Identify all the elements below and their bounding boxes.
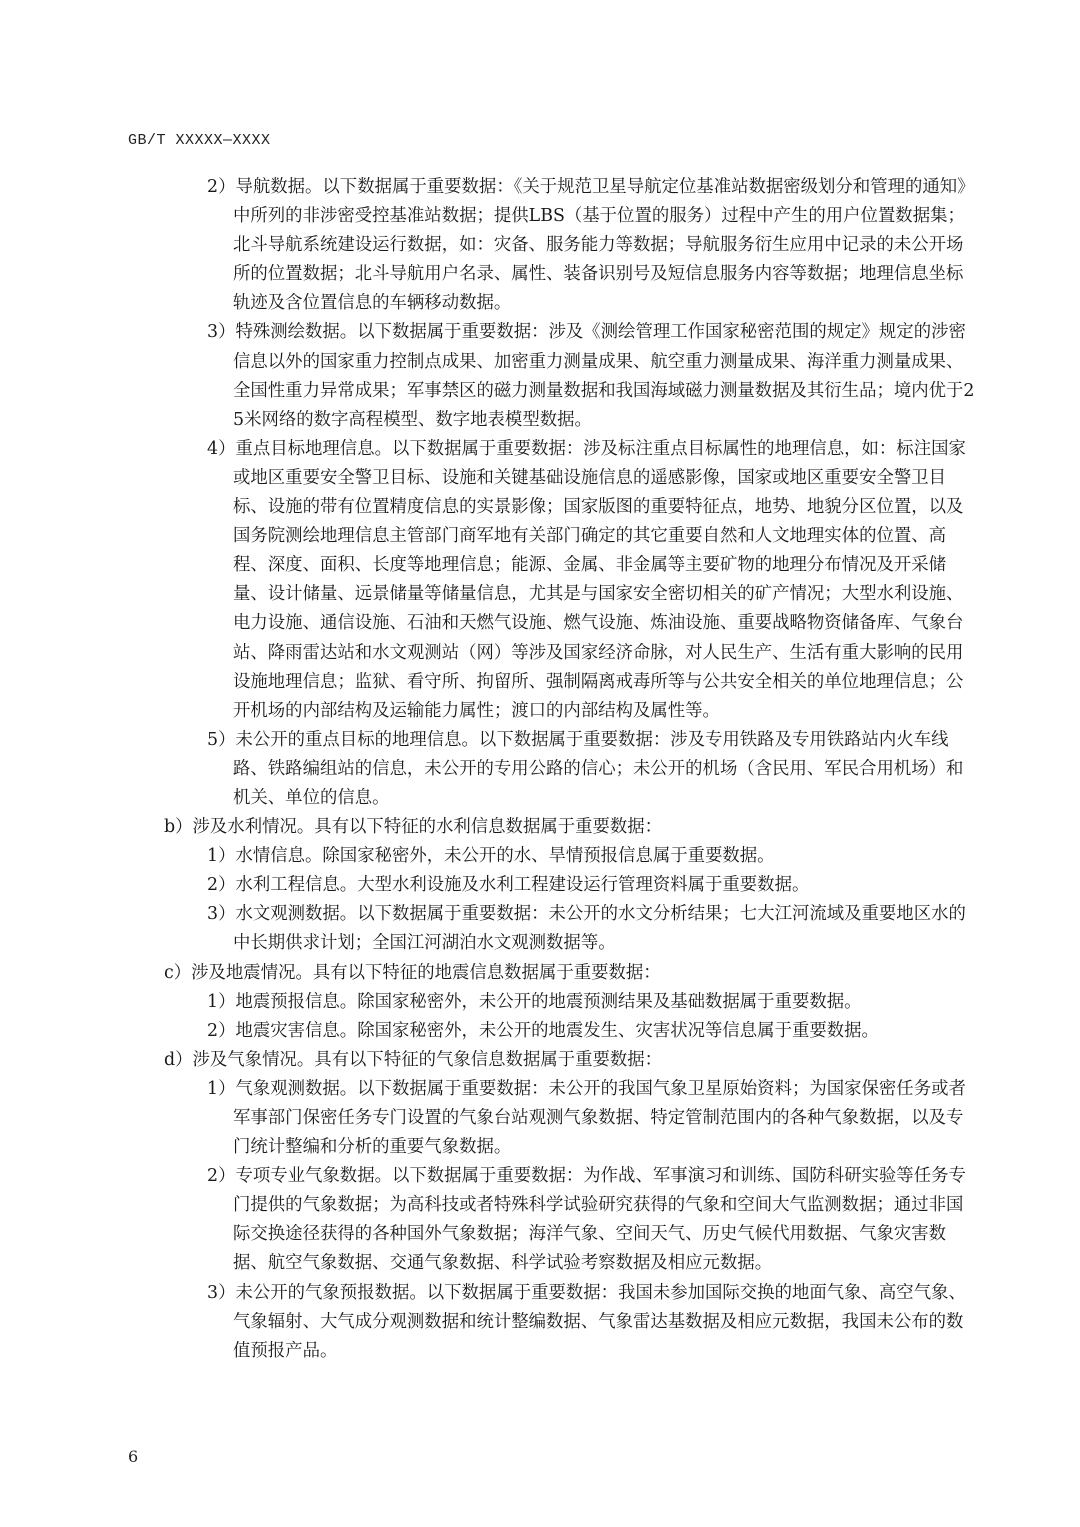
item-earthquake-forecast-info: 1）地震预报信息。除国家秘密外，未公开的地震预测结果及基础数据属于重要数据。 bbox=[207, 991, 862, 1012]
section-water-conservancy: b）涉及水利情况。具有以下特征的水利信息数据属于重要数据： bbox=[164, 817, 663, 838]
item-navigation-data: 2）导航数据。以下数据属于重要数据：《关于规范卫星导航定位基准站数据密级划分和管理的通知》中所列的非涉密受控基准站数据；提供LBS（基于位置的服务）过程中产生的用户位置数据集；北斗导航系统建设运行数据，如：灾备、服务能力等数据；导航服务衍生应用中记录的未公开场所的位置数据；北斗导航用户名录、属性、装备识别号及短信息服务内容等数据；地理信息坐标轨迹及含位置信息的车辆移动数据。 bbox=[207, 177, 975, 314]
item-meteorological-observation-data: 1）气象观测数据。以下数据属于重要数据：未公开的我国气象卫星原始资料；为国家保密任务或者军事部门保密任务专门设置的气象台站观测气象数据、特定管制范围内的各种气象数据，以及专门统计整编和分析的重要气象数据。 bbox=[207, 1078, 966, 1158]
section-meteorology: d）涉及气象情况。具有以下特征的气象信息数据属于重要数据： bbox=[164, 1049, 663, 1070]
page-number: 6 bbox=[128, 1447, 139, 1466]
item-unpublished-key-target-geo-info: 5）未公开的重点目标的地理信息。以下数据属于重要数据：涉及专用铁路及专用铁路站内火车线路、铁路编组站的信息，未公开的专用公路的信心；未公开的机场（含民用、军民合用机场）和机关、单位的信息。 bbox=[207, 729, 964, 808]
item-key-target-geo-info: 4）重点目标地理信息。以下数据属于重要数据：涉及标注重点目标属性的地理信息，如：标注国家或地区重要安全警卫目标、设施和关键基础设施信息的遥感影像，国家或地区重要安全警卫目标、设施的带有位置精度信息的实景影像；国家版图的重要特征点，地势、地貌分区位置，以及国务院测绘地理信息主管部门商军地有关部门确定的其它重要自然和人文地理实体的位置、高程、深度、面积、长度等地理信息；能源、金属、非金属等主要矿物的地理分布情况及开采储量、设计储量、远景储量等储量信息，尤其是与国家安全密切相关的矿产情况；大型水利设施、电力设施、通信设施、石油和天燃气设施、燃气设施、炼油设施、重要战略物资储备库、气象台站、降雨雷达站和水文观测站（网）等涉及国家经济命脉，对人民生产、生活有重大影响的民用设施地理信息；监狱、看守所、拘留所、强制隔离戒毒所等与公共安全相关的单位地理信息；公开机场的内部结构及运输能力属性；渡口的内部结构及属性等。 bbox=[207, 438, 966, 721]
item-unpublished-weather-forecast-data: 3）未公开的气象预报数据。以下数据属于重要数据：我国未参加国际交换的地面气象、高空气象、气象辐射、大气成分观测数据和统计整编数据、气象雷达基数据及相应元数据，我国未公布的数值预报产品。 bbox=[207, 1282, 966, 1361]
standard-code-header: GB/T XXXXX—XXXX bbox=[128, 132, 271, 149]
item-water-engineering-info: 2）水利工程信息。大型水利设施及水利工程建设运行管理资料属于重要数据。 bbox=[207, 875, 810, 896]
item-special-surveying-data: 3）特殊测绘数据。以下数据属于重要数据：涉及《测绘管理工作国家秘密范围的规定》规定的涉密信息以外的国家重力控制点成果、加密重力测量成果、航空重力测量成果、海洋重力测量成果、全国性重力异常成果；军事禁区的磁力测量数据和我国海域磁力测量数据及其衍生品；境内优于25米网络的数字高程模型、数字地表模型数据。 bbox=[207, 322, 975, 430]
item-special-meteorological-data: 2）专项专业气象数据。以下数据属于重要数据：为作战、军事演习和训练、国防科研实验等任务专门提供的气象数据；为高科技或者特殊科学试验研究获得的气象和空间大气监测数据；通过非国际交换途径获得的各种国外气象数据；海洋气象、空间天气、历史气候代用数据、气象灾害数据、航空气象数据、交通气象数据、科学试验考察数据及相应元数据。 bbox=[207, 1166, 966, 1274]
item-earthquake-disaster-info: 2）地震灾害信息。除国家秘密外，未公开的地震发生、灾害状况等信息属于重要数据。 bbox=[207, 1020, 879, 1041]
document-body bbox=[0, 173, 1080, 1366]
item-hydrological-observation-data: 3）水文观测数据。以下数据属于重要数据：未公开的水文分析结果；七大江河流域及重要地区水的中长期供求计划；全国江河湖泊水文观测数据等。 bbox=[207, 904, 966, 954]
section-earthquake: c）涉及地震情况。具有以下特征的地震信息数据属于重要数据： bbox=[164, 962, 661, 983]
item-water-regime-info: 1）水情信息。除国家秘密外，未公开的水、旱情预报信息属于重要数据。 bbox=[207, 846, 775, 867]
